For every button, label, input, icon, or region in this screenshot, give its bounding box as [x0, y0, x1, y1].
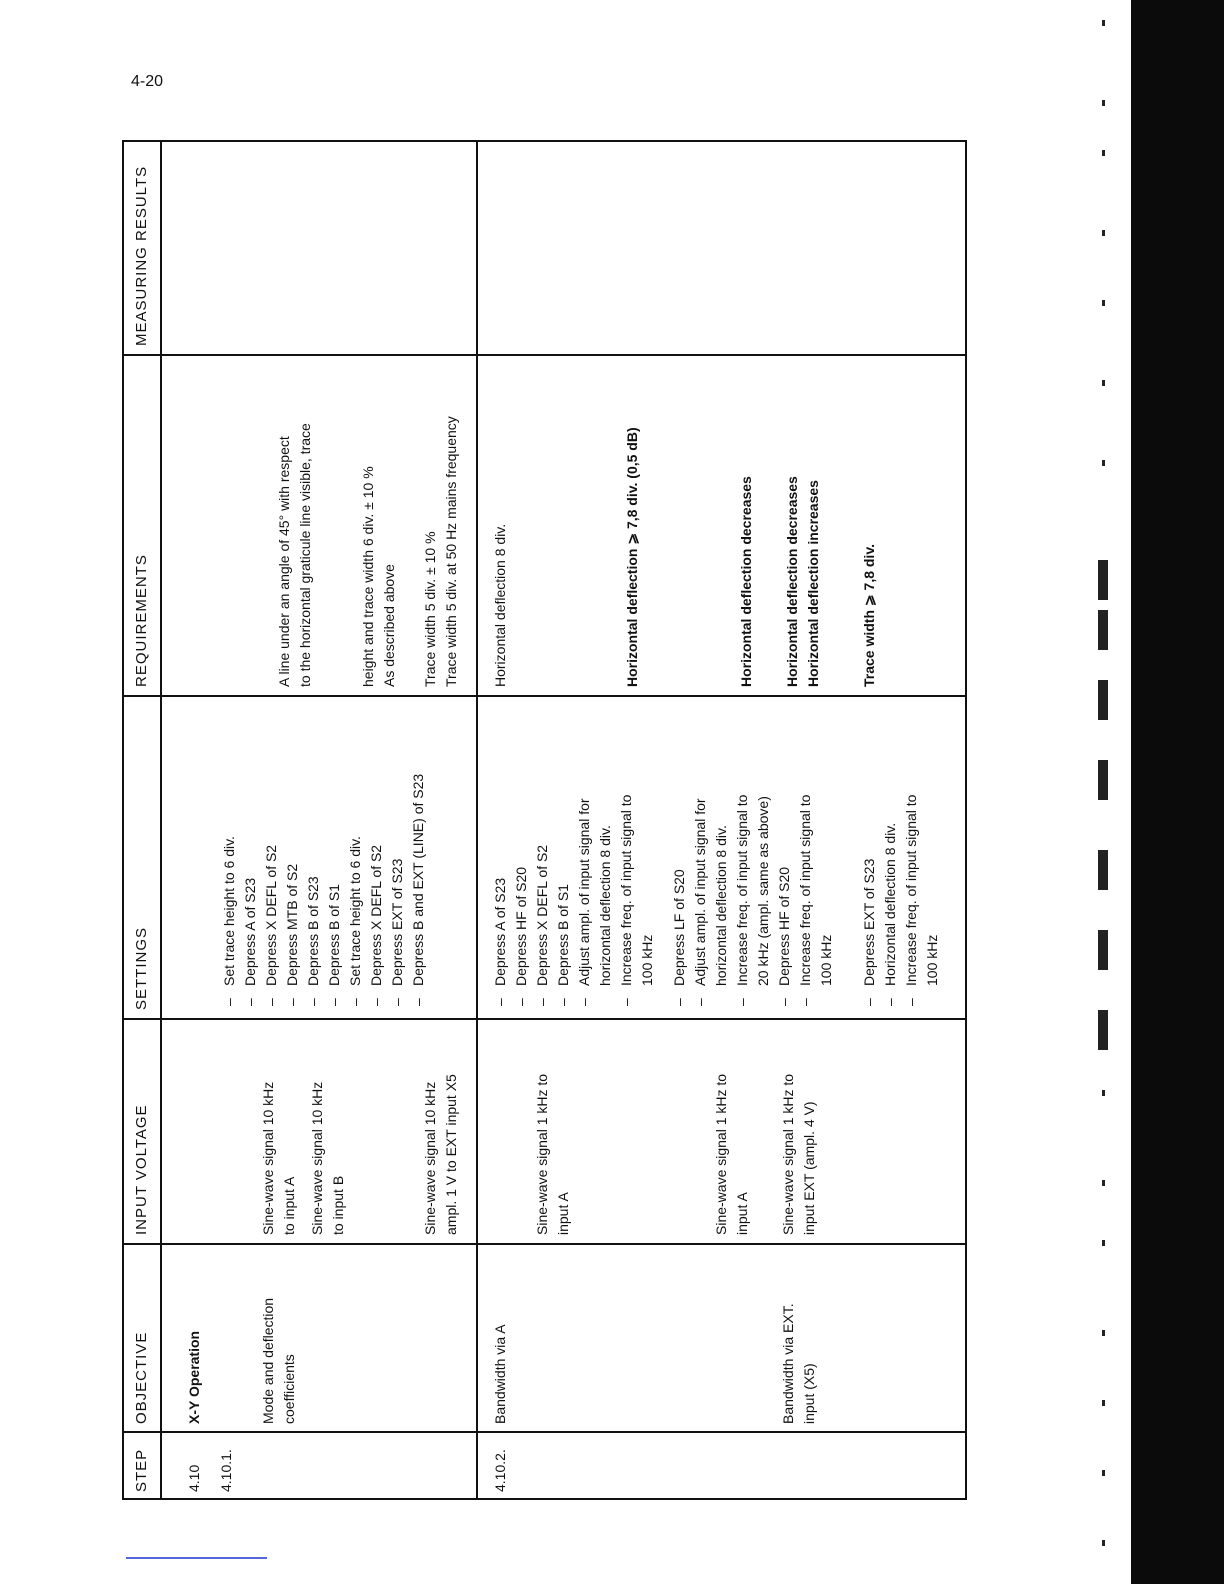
step-number: 4.10.1. [218, 1449, 234, 1492]
settings-item-continued: 100 kHz [818, 934, 834, 986]
settings-item: – Depress A of S23 [240, 774, 261, 1010]
input-voltage-a: Sine-wave signal 10 kHz to input A [260, 1081, 297, 1235]
settings-item: – Increase freq. of input signal to [901, 795, 922, 1010]
bullet-dash: – [326, 998, 342, 1006]
settings-item-continued: horizontal deflection 8 div. [713, 825, 729, 986]
requirement-text: A line under an angle of 45° with respect to the horizontal graticule line visible, trace height and trace width 6 div. ± 10 % As described above [276, 423, 397, 687]
bullet-dash: – [513, 998, 529, 1006]
settings-item: – Horizontal deflection 8 div. [880, 795, 901, 1010]
scan-speck [1098, 850, 1108, 890]
header-rule [160, 140, 162, 1500]
input-voltage: Sine-wave signal 1 kHz to input EXT (ampl. 4 V) [780, 1073, 817, 1235]
footer-rule [126, 1557, 267, 1559]
scan-speck [1098, 760, 1108, 800]
requirement-text: Horizontal deflection 8 div. [492, 523, 508, 687]
settings-list [219, 774, 429, 1010]
bullet-dash: – [555, 998, 571, 1006]
input-voltage-ext: Sine-wave signal 10 kHz ampl. 1 V to EXT input X5 [422, 1074, 459, 1235]
col-divider [122, 1244, 967, 1246]
col-divider [122, 1432, 967, 1434]
bullet-dash: – [492, 998, 508, 1006]
bullet-dash: – [618, 998, 634, 1006]
settings-item-continued: horizontal deflection 8 div. [597, 825, 613, 986]
settings-item-continued: 100 kHz [639, 934, 655, 986]
settings-item: – Depress B of S1 [553, 795, 574, 1010]
requirement-text: Horizontal deflection decreases [784, 476, 800, 687]
settings-item: – Depress HF of S20 [511, 795, 532, 1010]
bullet-dash: – [221, 998, 237, 1006]
bullet-dash: – [305, 998, 321, 1006]
input-voltage-b: Sine-wave signal 10 kHz to input B [309, 1081, 346, 1235]
header-settings: SETTINGS [132, 926, 150, 1010]
bullet-dash: – [534, 998, 550, 1006]
requirement-text: Horizontal deflection ⩾ 7,8 div. (0,5 dB) [624, 427, 640, 687]
requirement-text: Horizontal deflection increases [805, 480, 821, 687]
settings-item: – Depress X DEFL of S2 [532, 795, 553, 1010]
settings-item: – Set trace height to 6 div. [219, 774, 240, 1010]
header-measuring-results: MEASURING RESULTS [132, 165, 150, 346]
scan-speck [1102, 1180, 1105, 1186]
bullet-dash: – [903, 998, 919, 1006]
section-rule [476, 140, 478, 1500]
binding-marks [1090, 0, 1120, 1584]
procedure-table [122, 140, 967, 1500]
bullet-dash: – [347, 998, 363, 1006]
bullet-dash: – [692, 998, 708, 1006]
col-divider [122, 355, 967, 357]
settings-item: – Adjust ampl. of input signal for [574, 795, 595, 1010]
header-step: STEP [132, 1448, 150, 1492]
settings-list [490, 795, 658, 1010]
scan-speck [1102, 1470, 1105, 1476]
scan-speck [1102, 1240, 1105, 1246]
settings-item: – Depress B and EXT (LINE) of S23 [408, 774, 429, 1010]
scan-speck [1098, 680, 1108, 720]
bullet-dash: – [242, 998, 258, 1006]
settings-item: – Depress MTB of S2 [282, 774, 303, 1010]
scan-speck [1102, 20, 1105, 26]
settings-item: – Depress A of S23 [490, 795, 511, 1010]
requirement-text: Horizontal deflection decreases [738, 476, 754, 687]
requirement-text: Trace width ⩾ 7,8 div. [861, 544, 877, 687]
settings-item: – Depress EXT of S23 [859, 795, 880, 1010]
objective-text: Bandwidth via A [492, 1324, 508, 1424]
page-number: 4-20 [131, 73, 164, 90]
scan-speck [1102, 460, 1105, 466]
bullet-dash: – [410, 998, 426, 1006]
settings-item: – Depress B of S23 [303, 774, 324, 1010]
objective-text: Mode and deflection coefficients [260, 1297, 297, 1424]
scan-speck [1102, 230, 1105, 236]
settings-list [859, 795, 943, 1010]
header-requirements: REQUIREMENTS [132, 554, 150, 687]
scan-speck [1098, 560, 1108, 600]
scan-speck [1102, 1400, 1105, 1406]
bullet-dash: – [882, 998, 898, 1006]
scan-speck [1102, 100, 1105, 106]
scan-speck [1102, 150, 1105, 156]
settings-item: – Set trace height to 6 div. [345, 774, 366, 1010]
settings-item: – Depress HF of S20 [774, 795, 795, 1010]
scan-speck [1102, 1540, 1105, 1546]
settings-item-continued: 100 kHz [924, 934, 940, 986]
settings-item: – Depress EXT of S23 [387, 774, 408, 1010]
col-divider [122, 696, 967, 698]
settings-item: – Depress B of S1 [324, 774, 345, 1010]
scan-edge-bar [1131, 0, 1224, 1584]
scan-speck [1098, 1010, 1108, 1050]
input-voltage: Sine-wave signal 1 kHz to input A [713, 1073, 750, 1235]
bullet-dash: – [368, 998, 384, 1006]
section-title: X-Y Operation [186, 1330, 202, 1424]
scan-speck [1098, 610, 1108, 650]
input-voltage: Sine-wave signal 1 kHz to input A [534, 1073, 571, 1235]
scan-speck [1102, 380, 1105, 386]
settings-item: – Depress LF of S20 [669, 795, 690, 1010]
settings-item: – Increase freq. of input signal to [795, 795, 816, 1010]
bullet-dash: – [776, 998, 792, 1006]
bullet-dash: – [861, 998, 877, 1006]
bullet-dash: – [576, 998, 592, 1006]
scan-speck [1102, 1330, 1105, 1336]
section-number: 4.10 [186, 1464, 202, 1492]
bullet-dash: – [671, 998, 687, 1006]
bullet-dash: – [263, 998, 279, 1006]
header-input-voltage: INPUT VOLTAGE [132, 1104, 150, 1235]
settings-item-continued: 20 kHz (ampl. same as above) [755, 796, 771, 986]
bullet-dash: – [797, 998, 813, 1006]
settings-list [669, 795, 837, 1010]
scan-speck [1102, 300, 1105, 306]
bullet-dash: – [389, 998, 405, 1006]
bullet-dash: – [734, 998, 750, 1006]
step-number: 4.10.2. [492, 1449, 508, 1492]
settings-item: – Increase freq. of input signal to [732, 795, 753, 1010]
col-divider [122, 1019, 967, 1021]
objective-text: Bandwidth via EXT. input (X5) [780, 1303, 817, 1424]
header-objective: OBJECTIVE [132, 1331, 150, 1424]
scan-speck [1098, 930, 1108, 970]
requirement-text: Trace width 5 div. ± 10 % Trace width 5 div. at 50 Hz mains frequency [422, 416, 459, 687]
settings-item: – Depress X DEFL of S2 [366, 774, 387, 1010]
settings-item: – Depress X DEFL of S2 [261, 774, 282, 1010]
settings-item: – Adjust ampl. of input signal for [690, 795, 711, 1010]
bullet-dash: – [284, 998, 300, 1006]
settings-item: – Increase freq. of input signal to [616, 795, 637, 1010]
scan-speck [1102, 1090, 1105, 1096]
